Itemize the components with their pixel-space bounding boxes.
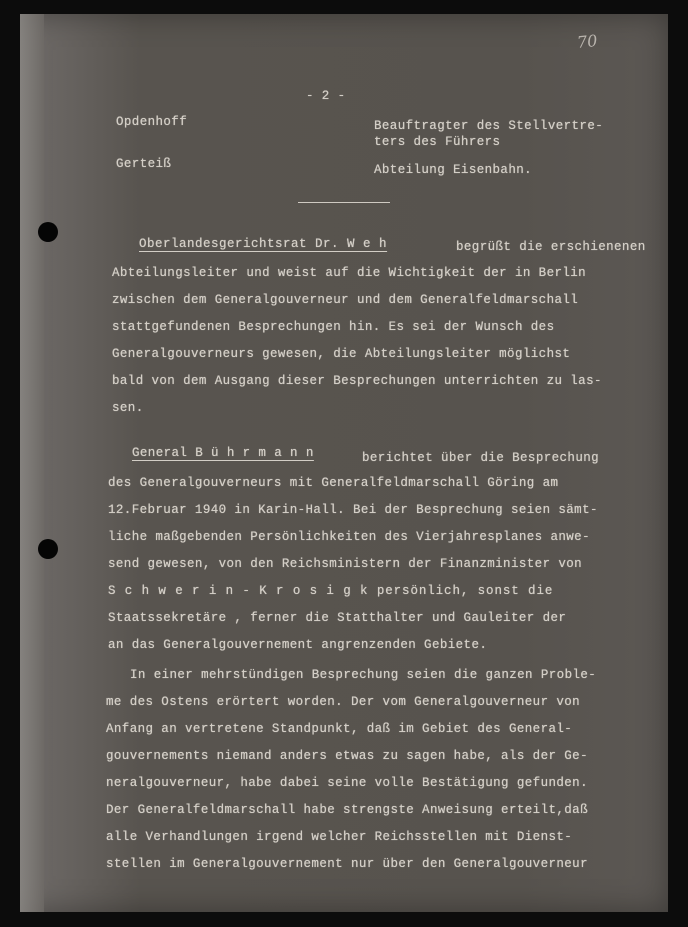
page-number: - 2 -	[306, 89, 346, 103]
p1-first-line: begrüßt die erschienenen	[456, 240, 646, 254]
p1-line: bald von dem Ausgang dieser Besprechungen unterrichten zu las-	[112, 374, 602, 388]
p2-line: an das Generalgouvernement angrenzenden Gebiete.	[108, 638, 488, 652]
p2-line: S c h w e r i n - K r o s i g k persönlich, sonst die	[108, 584, 554, 598]
header-right-line-2: ters des Führers	[374, 135, 501, 149]
p2-line: send gewesen, von den Reichsministern der Finanzminister von	[108, 557, 583, 571]
speaker-weh: Oberlandesgerichtsrat Dr. W e h	[139, 237, 388, 251]
p3-line: Anfang an vertretene Standpunkt, daß im Gebiet des General-	[106, 722, 573, 736]
p1-line: Abteilungsleiter und weist auf die Wichtigkeit der in Berlin	[112, 266, 587, 280]
punch-hole-top	[38, 222, 58, 242]
p3-line: stellen im Generalgouvernement nur über den Generalgouverneur	[106, 857, 588, 871]
header-left-name: Opdenhoff	[116, 115, 188, 129]
p1-line: stattgefundenen Besprechungen hin. Es sei der Wunsch des	[112, 320, 555, 334]
p2-line: 12.Februar 1940 in Karin-Hall. Bei der Besprechung seien sämt-	[108, 503, 598, 517]
p2-line: liche maßgebenden Persönlichkeiten des Vierjahresplanes anwe-	[108, 530, 590, 544]
speaker-buehrmann: General B ü h r m a n n	[132, 446, 314, 460]
paper-left-edge	[20, 14, 44, 912]
punch-hole-bottom	[38, 539, 58, 559]
p2-first-line: berichtet über die Besprechung	[362, 451, 600, 465]
header-right-line-3: Abteilung Eisenbahn.	[374, 163, 533, 177]
p3-line: In einer mehrstündigen Besprechung seien die ganzen Proble-	[130, 668, 597, 682]
p2-line: des Generalgouverneurs mit Generalfeldmarschall Göring am	[108, 476, 559, 490]
p3-line: neralgouverneur, habe dabei seine volle Bestätigung gefunden.	[106, 776, 588, 790]
p3-line: Der Generalfeldmarschall habe strengste Anweisung erteilt,daß	[106, 803, 588, 817]
p3-line: gouvernements niemand anders etwas zu sagen habe, als der Ge-	[106, 749, 588, 763]
p3-line: me des Ostens erörtert worden. Der vom Generalgouverneur von	[106, 695, 581, 709]
p1-line: sen.	[112, 401, 144, 415]
handwritten-page-mark: 70	[576, 30, 599, 53]
separator-line	[298, 202, 390, 203]
header-right-line-1: Beauftragter des Stellvertre-	[374, 119, 604, 133]
header-left-name-2: Gerteiß	[116, 157, 172, 171]
p2-line: Staatssekretäre , ferner die Statthalter und Gauleiter der	[108, 611, 567, 625]
p1-line: zwischen dem Generalgouverneur und dem Generalfeldmarschall	[112, 293, 579, 307]
p3-line: alle Verhandlungen irgend welcher Reichsstellen mit Dienst-	[106, 830, 573, 844]
p1-line: Generalgouverneurs gewesen, die Abteilungsleiter möglichst	[112, 347, 571, 361]
